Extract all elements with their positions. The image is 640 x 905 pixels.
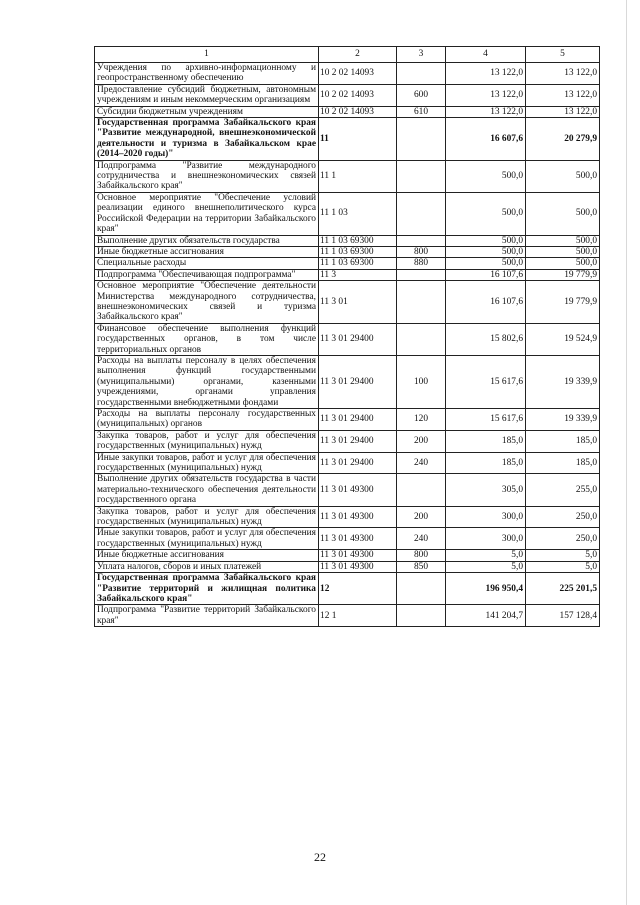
row-vr-cell: 850: [397, 561, 446, 572]
row-vr-cell: 120: [397, 409, 446, 431]
row-name-cell: Закупка товаров, работ и услуг для обеспечения государственных (муниципальных) нужд: [95, 506, 319, 528]
row-name-cell: Основное мероприятие "Обеспечение условий реализации единого внешнеполитического курса Российской Федерации на территории Забайкальского края": [95, 192, 319, 235]
row-value-2019-cell: 300,0: [446, 528, 526, 550]
row-code-cell: 11 3 01 49300: [319, 561, 397, 572]
row-value-2020-cell: 157 128,4: [526, 605, 600, 627]
row-vr-cell: [397, 323, 446, 355]
table-row: [95, 63, 600, 85]
row-code-cell: 11 3 01 49300: [319, 474, 397, 506]
table-row: [95, 269, 600, 280]
row-name-cell: Иные бюджетные ассигнования: [95, 550, 319, 561]
row-value-2019-cell: 15 802,6: [446, 323, 526, 355]
row-value-2020-cell: 5,0: [526, 550, 600, 561]
scan-edge-line: [626, 0, 627, 905]
row-value-2020-cell: 500,0: [526, 192, 600, 235]
row-value-2019-cell: 300,0: [446, 506, 526, 528]
row-vr-cell: 610: [397, 106, 446, 117]
row-value-2019-cell: 16 107,6: [446, 269, 526, 280]
row-vr-cell: [397, 160, 446, 192]
row-value-2019-cell: 13 122,0: [446, 63, 526, 85]
row-value-2019-cell: 500,0: [446, 258, 526, 269]
row-value-2019-cell: 500,0: [446, 160, 526, 192]
row-value-2020-cell: 250,0: [526, 528, 600, 550]
row-vr-cell: 200: [397, 430, 446, 452]
row-value-2020-cell: 5,0: [526, 561, 600, 572]
row-value-2020-cell: 185,0: [526, 452, 600, 474]
row-vr-cell: [397, 573, 446, 605]
row-code-cell: 11 1 03 69300: [319, 258, 397, 269]
row-value-2020-cell: 19 339,9: [526, 409, 600, 431]
row-name-cell: Закупка товаров, работ и услуг для обеспечения государственных (муниципальных) нужд: [95, 430, 319, 452]
row-vr-cell: [397, 269, 446, 280]
row-code-cell: 10 2 02 14093: [319, 106, 397, 117]
row-code-cell: 12 1: [319, 605, 397, 627]
row-value-2019-cell: 196 950,4: [446, 573, 526, 605]
row-name-cell: Предоставление субсидий бюджетным, автономным учреждениям и иным некоммерческим организациям: [95, 84, 319, 106]
row-vr-cell: 800: [397, 246, 446, 257]
row-code-cell: 12: [319, 573, 397, 605]
row-name-cell: Расходы на выплаты персоналу в целях обеспечения выполнения функций государственными (муниципальными) органами, казенными учреждениями, органами управления государственными внебюджетными фондами: [95, 355, 319, 408]
row-value-2020-cell: 13 122,0: [526, 63, 600, 85]
table-row: [95, 474, 600, 506]
row-name-cell: Специальные расходы: [95, 258, 319, 269]
row-code-cell: 11 3 01 49300: [319, 550, 397, 561]
row-name-cell: Основное мероприятие "Обеспечение деятельности Министерства международного сотрудничества, внешнеэкономических связей и туризма Забайкальского края": [95, 281, 319, 324]
row-name-cell: Подпрограмма "Развитие международного сотрудничества и внешнеэкономических связей Забайкальского края": [95, 160, 319, 192]
row-value-2020-cell: 500,0: [526, 160, 600, 192]
row-value-2020-cell: 250,0: [526, 506, 600, 528]
table-row: [95, 550, 600, 561]
row-code-cell: 11 3 01 29400: [319, 323, 397, 355]
row-value-2019-cell: 141 204,7: [446, 605, 526, 627]
row-value-2020-cell: 500,0: [526, 246, 600, 257]
row-name-cell: Выполнение других обязательств государства в части материально-технического обеспечения деятельности государственного органа: [95, 474, 319, 506]
row-value-2020-cell: 19 779,9: [526, 269, 600, 280]
row-name-cell: Иные закупки товаров, работ и услуг для обеспечения государственных (муниципальных) нужд: [95, 528, 319, 550]
row-value-2019-cell: 5,0: [446, 550, 526, 561]
row-name-cell: Иные закупки товаров, работ и услуг для обеспечения государственных (муниципальных) нужд: [95, 452, 319, 474]
table-row: [95, 323, 600, 355]
table-row: [95, 192, 600, 235]
row-code-cell: 10 2 02 14093: [319, 63, 397, 85]
row-value-2019-cell: 5,0: [446, 561, 526, 572]
row-value-2020-cell: 13 122,0: [526, 106, 600, 117]
table-row: [95, 160, 600, 192]
table-body: [95, 63, 600, 627]
table-row: [95, 605, 600, 627]
row-value-2020-cell: 255,0: [526, 474, 600, 506]
row-name-cell: Уплата налогов, сборов и иных платежей: [95, 561, 319, 572]
table-row: [95, 506, 600, 528]
row-name-cell: Субсидии бюджетным учреждениям: [95, 106, 319, 117]
row-code-cell: 11 3: [319, 269, 397, 280]
row-value-2020-cell: 20 279,9: [526, 118, 600, 161]
row-name-cell: Подпрограмма "Развитие территорий Забайкальского края": [95, 605, 319, 627]
table-row: [95, 452, 600, 474]
row-vr-cell: [397, 118, 446, 161]
row-name-cell: Подпрограмма "Обеспечивающая подпрограмма": [95, 269, 319, 280]
row-code-cell: 11: [319, 118, 397, 161]
row-code-cell: 10 2 02 14093: [319, 84, 397, 106]
row-code-cell: 11 1 03 69300: [319, 246, 397, 257]
row-vr-cell: [397, 605, 446, 627]
table-row: [95, 409, 600, 431]
row-value-2020-cell: 19 339,9: [526, 355, 600, 408]
row-vr-cell: 240: [397, 452, 446, 474]
table-row: [95, 528, 600, 550]
row-name-cell: Государственная программа Забайкальского края "Развитие территорий и жилищная политика Забайкальского края": [95, 573, 319, 605]
row-vr-cell: 100: [397, 355, 446, 408]
row-value-2020-cell: 500,0: [526, 258, 600, 269]
row-value-2020-cell: 13 122,0: [526, 84, 600, 106]
row-vr-cell: 240: [397, 528, 446, 550]
header-row: [95, 47, 600, 63]
row-code-cell: 11 3 01 29400: [319, 355, 397, 408]
row-vr-cell: [397, 474, 446, 506]
row-value-2019-cell: 13 122,0: [446, 84, 526, 106]
row-name-cell: Финансовое обеспечение выполнения функций государственных органов, в том числе территориальных органов: [95, 323, 319, 355]
row-value-2019-cell: 13 122,0: [446, 106, 526, 117]
row-value-2019-cell: 500,0: [446, 192, 526, 235]
row-value-2020-cell: 225 201,5: [526, 573, 600, 605]
row-name-cell: Выполнение других обязательств государства: [95, 235, 319, 246]
table-row: [95, 573, 600, 605]
table-row: [95, 118, 600, 161]
row-value-2019-cell: 15 617,6: [446, 355, 526, 408]
row-vr-cell: [397, 192, 446, 235]
header-cell-2019: 4: [446, 47, 526, 63]
header-cell-vr: 3: [397, 47, 446, 63]
row-value-2019-cell: 500,0: [446, 246, 526, 257]
row-code-cell: 11 3 01 49300: [319, 528, 397, 550]
row-value-2019-cell: 185,0: [446, 452, 526, 474]
page-number: 22: [314, 850, 326, 864]
header-cell-name: 1: [95, 47, 319, 63]
row-vr-cell: 600: [397, 84, 446, 106]
row-vr-cell: [397, 281, 446, 324]
row-name-cell: Государственная программа Забайкальского края "Развитие международной, внешнеэкономической деятельности и туризма в Забайкальском крае (2014–2020 годы)": [95, 118, 319, 161]
row-name-cell: Расходы на выплаты персоналу государственных (муниципальных) органов: [95, 409, 319, 431]
table-row: [95, 246, 600, 257]
row-value-2020-cell: 500,0: [526, 235, 600, 246]
row-value-2019-cell: 305,0: [446, 474, 526, 506]
row-name-cell: Иные бюджетные ассигнования: [95, 246, 319, 257]
table-row: [95, 561, 600, 572]
table-row: [95, 258, 600, 269]
row-code-cell: 11 1 03 69300: [319, 235, 397, 246]
table-row: [95, 430, 600, 452]
header-cell-2020: 5: [526, 47, 600, 63]
row-vr-cell: [397, 235, 446, 246]
table-row: [95, 235, 600, 246]
row-code-cell: 11 3 01 29400: [319, 409, 397, 431]
row-value-2019-cell: 15 617,6: [446, 409, 526, 431]
row-vr-cell: 200: [397, 506, 446, 528]
row-code-cell: 11 1: [319, 160, 397, 192]
row-vr-cell: 880: [397, 258, 446, 269]
row-value-2019-cell: 16 107,6: [446, 281, 526, 324]
row-code-cell: 11 3 01: [319, 281, 397, 324]
row-value-2020-cell: 185,0: [526, 430, 600, 452]
row-value-2019-cell: 500,0: [446, 235, 526, 246]
table-row: [95, 106, 600, 117]
row-code-cell: 11 1 03: [319, 192, 397, 235]
row-code-cell: 11 3 01 29400: [319, 430, 397, 452]
table-row: [95, 84, 600, 106]
table-row: [95, 355, 600, 408]
row-value-2019-cell: 16 607,6: [446, 118, 526, 161]
header-cell-code: 2: [319, 47, 397, 63]
row-value-2020-cell: 19 524,9: [526, 323, 600, 355]
row-vr-cell: 800: [397, 550, 446, 561]
table-row: [95, 281, 600, 324]
row-value-2019-cell: 185,0: [446, 430, 526, 452]
row-vr-cell: [397, 63, 446, 85]
row-name-cell: Учреждения по архивно-информационному и геопространственному обеспечению: [95, 63, 319, 85]
row-value-2020-cell: 19 779,9: [526, 281, 600, 324]
row-code-cell: 11 3 01 29400: [319, 452, 397, 474]
budget-table: [94, 46, 600, 627]
row-code-cell: 11 3 01 49300: [319, 506, 397, 528]
